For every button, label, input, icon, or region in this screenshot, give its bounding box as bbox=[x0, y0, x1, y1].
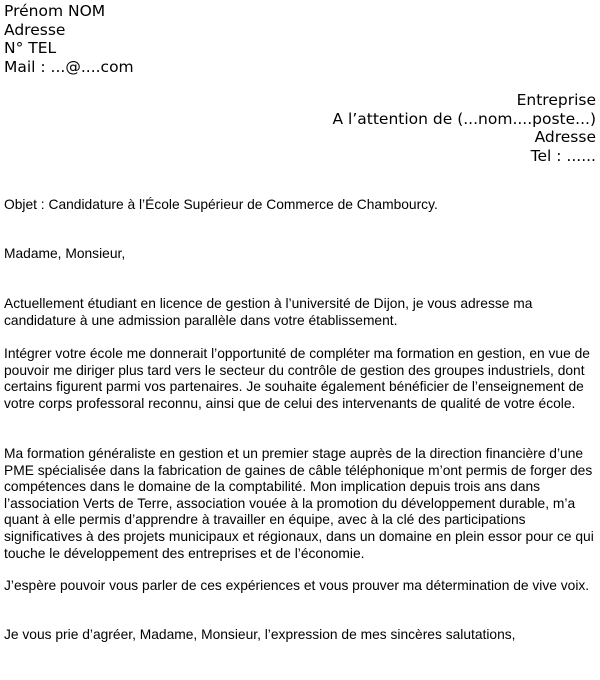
letter-paragraph-2 bbox=[4, 346, 598, 412]
closing-text: Je vous prie d’agréer, Madame, Monsieur, l’expression de mes sincères salutations, bbox=[4, 627, 516, 642]
subject-text: Objet : Candidature à l’École Supérieur de Commerce de Chambourcy. bbox=[4, 197, 438, 212]
letter-paragraph-4 bbox=[4, 578, 598, 595]
sender-email: Mail : ...@....com bbox=[4, 57, 134, 76]
sender-block bbox=[4, 2, 134, 76]
paragraph-text: Intégrer votre école me donnerait l’opportunité de compléter ma formation en gestion, en vue de pouvoir me diriger plus tard vers le secteur du contrôle de gestion des groupes industriels, dont certains figurent parmi vos partenaires. Je souhaite également bénéficier de l’enseignement de votre corps professoral reconnu, ainsi que de celui des intervenants de qualité de votre école. bbox=[4, 346, 590, 411]
letter-greeting bbox=[4, 246, 598, 263]
recipient-address: Adresse bbox=[534, 128, 596, 146]
sender-name: Prénom NOM bbox=[4, 2, 106, 20]
greeting-text: Madame, Monsieur, bbox=[4, 246, 126, 261]
paragraph-text: Actuellement étudiant en licence de gestion à l’université de Dijon, je vous adresse ma candidature à une admission parallèle dans votre établissement. bbox=[4, 296, 533, 328]
letter-closing bbox=[4, 627, 598, 644]
recipient-block bbox=[333, 91, 596, 165]
letter-paragraph-3 bbox=[4, 446, 598, 562]
paragraph-text: J’espère pouvoir vous parler de ces expériences et vous prouver ma détermination de vive voix. bbox=[4, 578, 590, 593]
letter-subject bbox=[4, 197, 598, 214]
recipient-attention: A l’attention de (...nom....poste...) bbox=[332, 109, 596, 128]
sender-address: Adresse bbox=[4, 20, 66, 39]
paragraph-text: Ma formation généraliste en gestion et un premier stage auprès de la direction financière d’une PME spécialisée dans la fabrication de gaines de câble téléphonique m’ont permis de forger des compétences dans le domaine de la comptabilité. Mon implication depuis trois ans dans l’association Verts de Terre, association vouée à la promotion du développement durable, m’a quant à elle permis d’apprendre à travailler en équipe, avec à la clé des participations significatives à des projets municipaux et régionaux, dans un domaine en plein essor pour ce qui touche le développement des entreprises et de l’économie. bbox=[4, 446, 594, 561]
sender-phone: N° TEL bbox=[4, 39, 57, 57]
letter-paragraph-1 bbox=[4, 296, 598, 329]
recipient-phone: Tel : ...... bbox=[530, 146, 596, 165]
recipient-company: Entreprise bbox=[516, 91, 596, 109]
